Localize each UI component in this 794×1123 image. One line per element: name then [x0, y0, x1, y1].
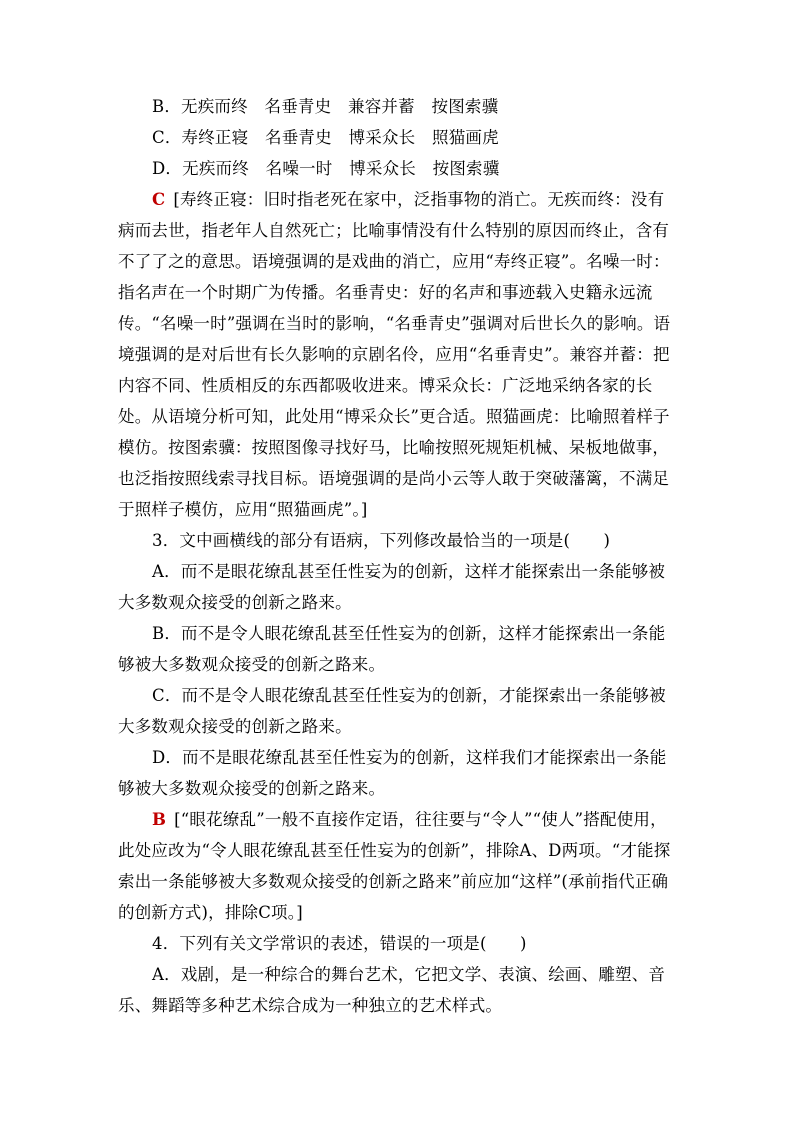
- q3-answer-block: [118, 804, 678, 928]
- q2-answer-explanation: [寿终正寝：旧时指老死在家中，泛指事物的消亡。无疾而终：没有病而去世，指老年人自然死亡；比喻事情没有什么特别的原因而终止，含有不了了之的意思。语境强调的是戏曲的消亡，应用“寿终正寝”。名噪一时：指名声在一个时期广为传播。名垂青史：好的名声和事迹载入史籍永远流传。“名噪一时”强调在当时的影响，“名垂青史”强调对后世长久的影响。语境强调的是对后世有长久影响的京剧名伶，应用“名垂青史”。兼容并蓄：把内容不同、性质相反的东西都吸收进来。博采众长：广泛地采纳各家的长处。从语境分析可知，此处用“博采众长”更合适。照猫画虎：比喻照着样子模仿。按图索骥：按照图像寻找好马，比喻按照死规矩机械、呆板地做事，也泛指按照线索寻找目标。语境强调的是尚小云等人敢于突破藩篱，不满足于照样子模仿，应用“照猫画虎”。]: [118, 190, 671, 519]
- q2-answer-letter: C: [152, 190, 166, 209]
- q3-option-b: B．而不是令人眼花缭乱甚至任性妄为的创新，这样才能探索出一条能够被大多数观众接受的创新之路来。: [118, 624, 666, 674]
- q3-option-d: D．而不是眼花缭乱甚至任性妄为的创新，这样我们才能探索出一条能够被大多数观众接受的创新之路来。: [118, 748, 667, 798]
- q2-option-b: B．无疾而终 名垂青史 兼容并蓄 按图索骥: [152, 97, 499, 116]
- q3-answer-explanation: [“眼花缭乱”一般不直接作定语，往往要与“令人”“使人”搭配使用，此处应改为“令人眼花缭乱甚至任性妄为的创新”，排除A、D两项。“才能探索出一条能够被大多数观众接受的创新之路来”前应加“这样”(承前指代正确的创新方式)，排除C项。]: [118, 810, 671, 922]
- q2-option-d: D．无疾而终 名噪一时 博采众长 按图索骥: [152, 159, 500, 178]
- q4-option-a: A．戏剧，是一种综合的舞台艺术，它把文学、表演、绘画、雕塑、音乐、舞蹈等多种艺术综合成为一种独立的艺术样式。: [118, 965, 666, 1015]
- q3-stem: 3．文中画横线的部分有语病，下列修改最恰当的一项是( ): [152, 531, 611, 550]
- q2-answer-block: [118, 184, 678, 525]
- document-body: [118, 91, 678, 1021]
- q2-option-c: C．寿终正寝 名垂青史 博采众长 照猫画虎: [152, 128, 499, 147]
- q3-option-c: C．而不是令人眼花缭乱甚至任性妄为的创新，才能探索出一条能够被大多数观众接受的创新之路来。: [118, 686, 666, 736]
- q3-option-a: A．而不是眼花缭乱甚至任性妄为的创新，这样才能探索出一条能够被大多数观众接受的创新之路来。: [118, 562, 666, 612]
- q4-stem: 4．下列有关文学常识的表述，错误的一项是( ): [152, 934, 527, 953]
- q3-answer-letter: B: [152, 810, 167, 829]
